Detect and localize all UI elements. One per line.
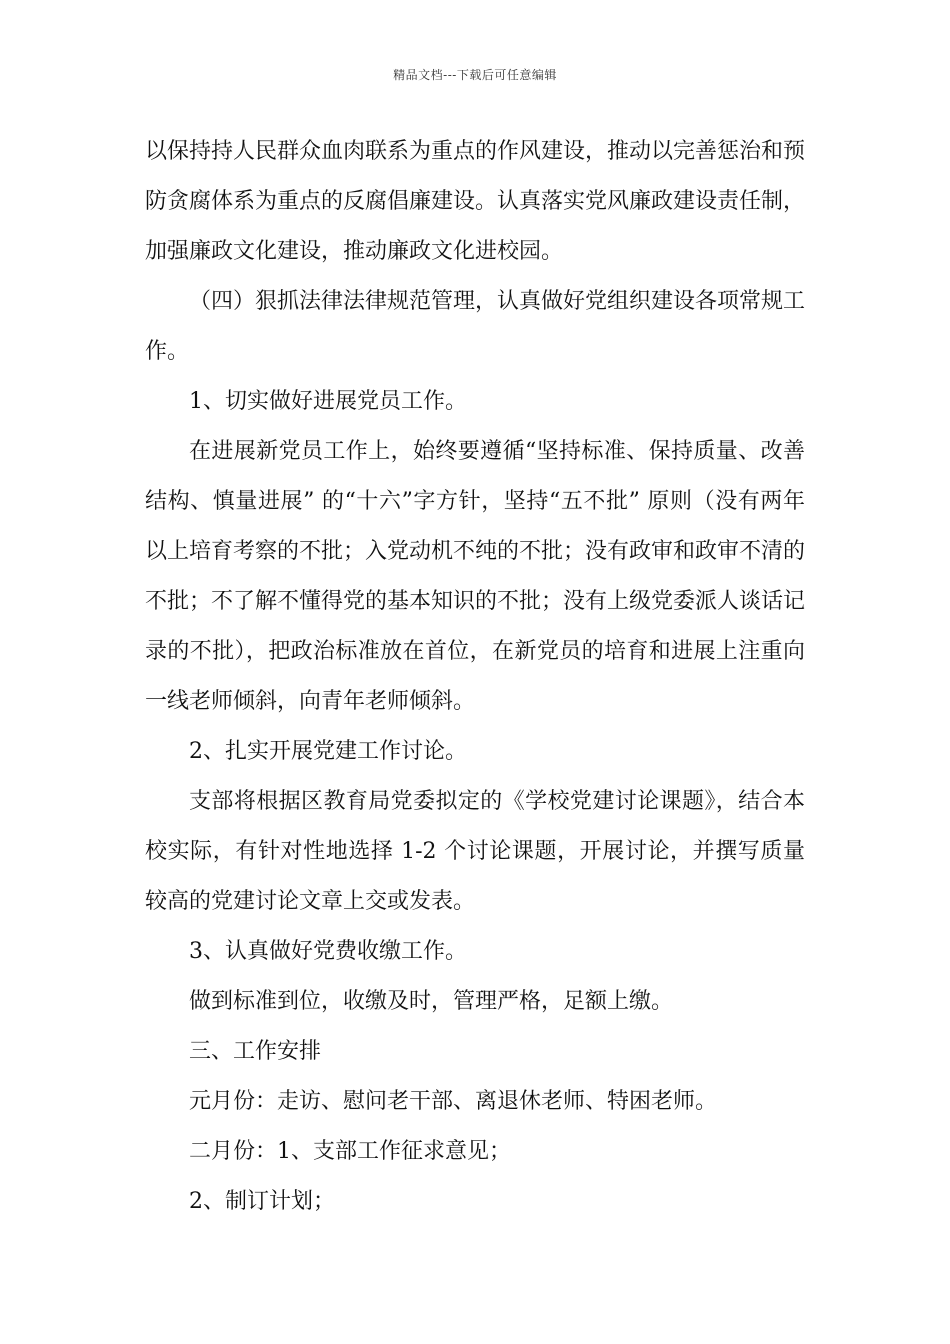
paragraph: 二月份：1、支部工作征求意见；: [189, 1139, 511, 1164]
paragraph: 做到标准到位，收缴及时，管理严格，足额上缴。: [189, 989, 674, 1014]
paragraph: 3、认真做好党费收缴工作。: [189, 939, 467, 964]
paragraph: 支部将根据区教育局党委拟定的《学校党建讨论课题》，结合本校实际，有针对性地选择 1-2 个讨论课题，开展讨论，并撰写质量较高的党建讨论文章上交或发表。: [145, 789, 805, 914]
paragraph: 1、切实做好进展党员工作。: [189, 389, 467, 414]
paragraph: 元月份：走访、慰问老干部、离退休老师、特困老师。: [189, 1089, 718, 1114]
paragraph: 在进展新党员工作上，始终要遵循“坚持标准、保持质量、改善结构、慎量进展” 的“十六”字方针，坚持“五不批” 原则（没有两年以上培育考察的不批；入党动机不纯的不批；没有政审和政审不清的不批；不了解不懂得党的基本知识的不批；没有上级党委派人谈话记录的不批），把政治标准放在首位，在新党员的培育和进展上注重向一线老师倾斜，向青年老师倾斜。: [145, 439, 806, 714]
paragraph: 2、扎实开展党建工作讨论。: [189, 739, 467, 764]
paragraph: （四）狠抓法律法律规范管理，认真做好党组织建设各项常规工作。: [145, 289, 806, 364]
page-header: 精品文档---下载后可任意编辑: [393, 68, 557, 82]
paragraph: 以保持持人民群众血肉联系为重点的作风建设，推动以完善惩治和预防贪腐体系为重点的反腐倡廉建设。认真落实党风廉政建设责任制，加强廉政文化建设，推动廉政文化进校园。: [145, 139, 806, 264]
paragraph: 2、制订计划；: [189, 1189, 335, 1214]
section-heading: 三、工作安排: [189, 1039, 322, 1064]
document-body: [145, 127, 805, 1227]
